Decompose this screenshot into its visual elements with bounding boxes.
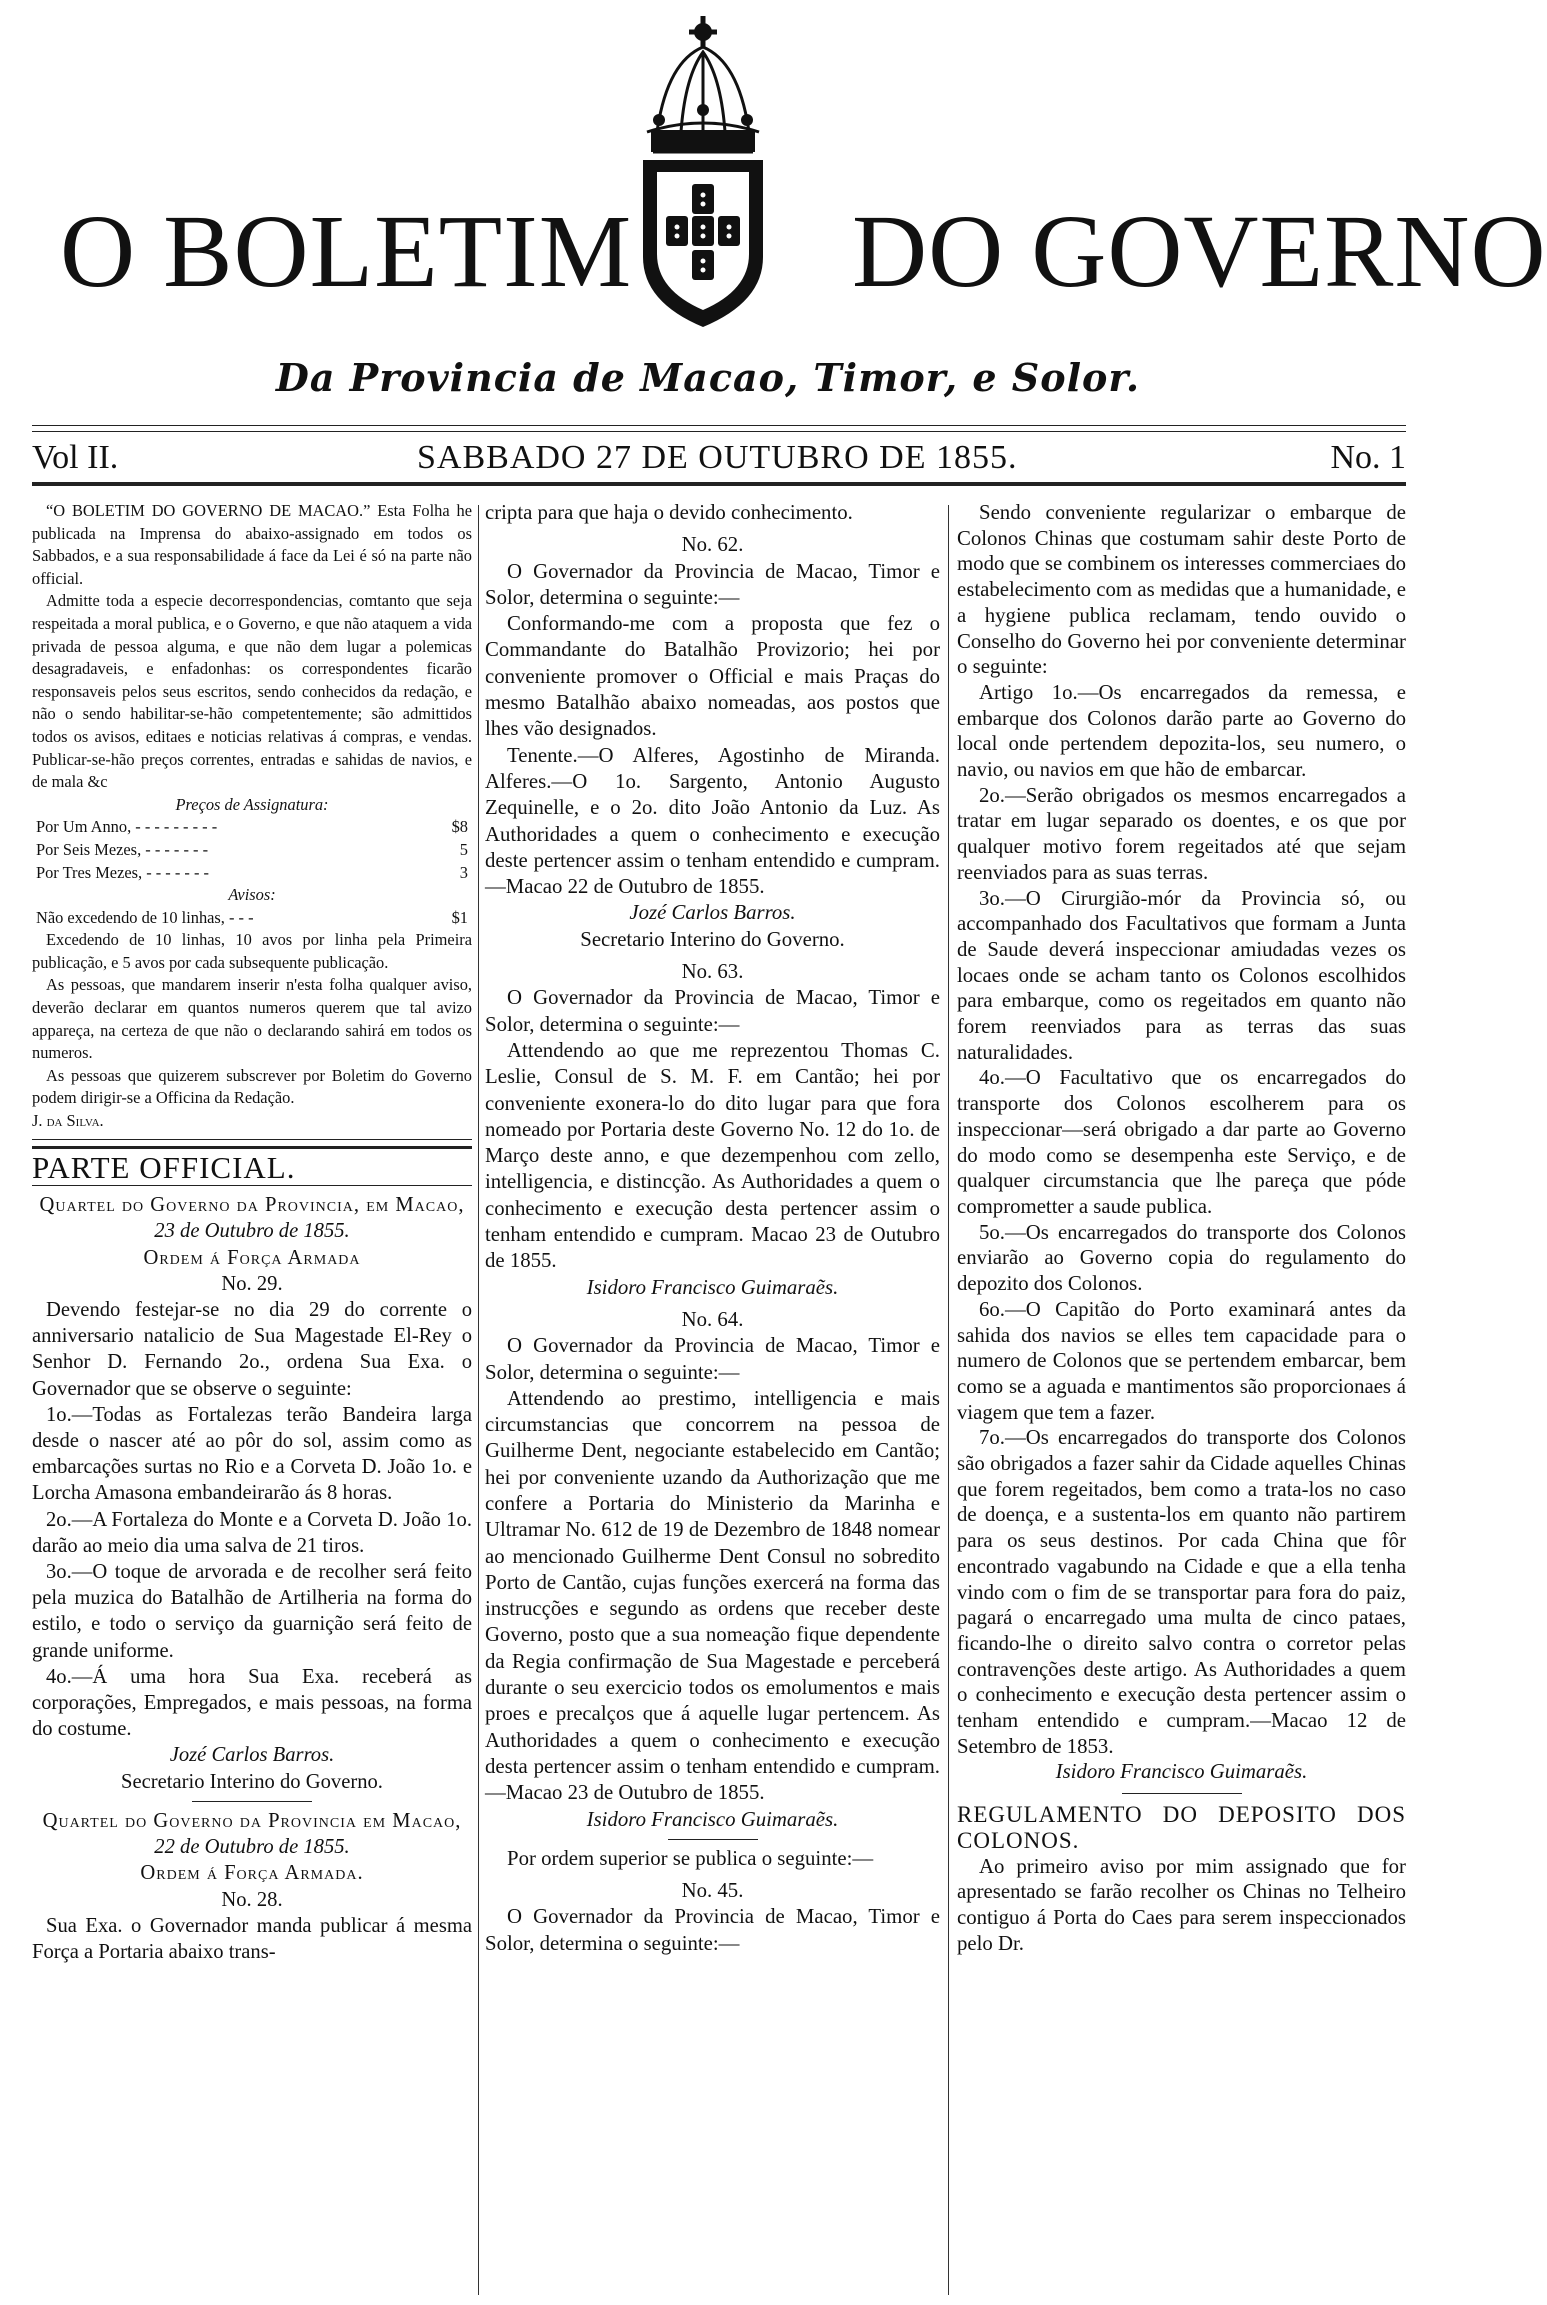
- order-29-heading: Quartel do Governo da Provincia, em Macao,: [39, 1194, 465, 1217]
- intro-paragraph: “O BOLETIM DO GOVERNO DE MACAO.” Esta Folha he publicada na Imprensa do abaixo-assignado em todos os Sabbados, e a sua responsabilidade á face da Lei é só na parte não official.: [32, 501, 472, 588]
- decree-45-number: No. 45.: [681, 1879, 744, 1903]
- dateline: [32, 438, 1406, 478]
- avisos-heading: Avisos:: [228, 885, 276, 905]
- decree-45-intro: O Governador da Provincia de Macao, Timor e Solor, determina o seguinte:—: [485, 1905, 940, 1955]
- colonos-article: Artigo 1o.—Os encarregados da remessa, e embarque dos Colonos darão parte ao Governo do local onde pertendem depozita-los, seu numero, o navio, ou navios em que hão de embarcar.: [957, 680, 1406, 782]
- price-label: Por Tres Mezes, - - - - - - -: [36, 862, 209, 882]
- order-29-item: 4o.—Á uma hora Sua Exa. receberá as corporações, Empregados, e mais pessoas, na forma do costume.: [32, 1665, 472, 1741]
- column-divider-2: [948, 505, 949, 2295]
- masthead-rule-bottom: [32, 482, 1406, 486]
- colonos-article: 3o.—O Cirurgião-mór da Provincia só, ou accompanhado dos Facultativos que formam a Junta de Saude deverá inspeccionar amiudadas vezes os locaes onde se acham tanto os Colonos escolhidos para embarque, como os regeitados em quanto não forem reenviados para as terras das suas naturalidades.: [957, 886, 1406, 1064]
- aviso-label: Não excedendo de 10 linhas, - - -: [36, 907, 254, 927]
- colonos-article: 7o.—Os encarregados do transporte dos Colonos são obrigados a fazer sahir da Cidade aquelles Chinas que forem regeitados, bem como a trata-los no caso de doença, e a sustenta-los em quanto não partirem para os seus destinos. Por cada China que fôr encontrado vagabundo na Cidade e que a ella tenha vindo com o fim de se transportar para fora do paiz, pagará o encarregado uma multa de cinco pataes, ficando-lhe o direito salvo contra o corretor pelas contravenções deste artigo. As Authoridades a quem o conhecimento e execução desta pertencer assim o tenham entendido e cumpram.—Macao 12 de Setembro de 1853.: [957, 1426, 1406, 1758]
- column-divider-1: [478, 505, 479, 2295]
- order-28-date: 22 de Outubro de 1855.: [154, 1836, 350, 1859]
- prices-heading: Preços de Assignatura:: [175, 794, 329, 814]
- price-value: 5: [459, 839, 468, 859]
- order-29-date: 23 de Outubro de 1855.: [154, 1220, 350, 1243]
- decree-64-intro: O Governador da Provincia de Macao, Timor e Solor, determina o seguinte:—: [485, 1334, 940, 1384]
- issue-date: SABBADO 27 DE OUTUBRO DE 1855.: [417, 439, 1018, 476]
- price-row: [32, 839, 472, 862]
- order-29-item: 2o.—A Fortaleza do Monte e a Corveta D. João 1o. darão ao meio dia uma salva de 21 tiros.: [32, 1508, 472, 1557]
- section-rule-2: [32, 1185, 472, 1186]
- colonos-intro: Sendo conveniente regularizar o embarque de Colonos Chinas que costumam sahir deste Porto de modo que se combinem os interesses commerciaes do estabelecimento com as medidas que a humanidade, e a hygiene publica reclamam, tendo ouvido o Conselho do Governo hei por conveniente determinar o seguinte:: [957, 501, 1406, 679]
- order-29-title: Ordem á Força Armada: [143, 1246, 361, 1269]
- masthead-rule-top-2: [32, 431, 1406, 432]
- superior-order-line: Por ordem superior se publica o seguinte:—: [507, 1846, 874, 1870]
- insertion-paragraph: As pessoas, que mandarem inserir n'esta folha qualquer aviso, deverão declarar em quantos numeros querem que tal avizo appareça, na certeza de que não o declarando sahirá em todos os numeros.: [32, 975, 472, 1063]
- decree-62-intro: O Governador da Provincia de Macao, Timor e Solor, determina o seguinte:—: [485, 559, 940, 609]
- price-value: 3: [459, 862, 468, 882]
- column-3: [957, 500, 1406, 2300]
- column-2: [485, 500, 940, 2300]
- price-row: [32, 862, 472, 885]
- continuation-text: cripta para que haja o devido conhecimento.: [485, 501, 853, 524]
- section-rule-thick: [32, 1146, 472, 1149]
- order-separator: [192, 1801, 312, 1802]
- decree-64-signature: Isidoro Francisco Guimaraẽs.: [586, 1807, 839, 1831]
- decree-62-signature-title: Secretario Interino do Governo.: [580, 927, 845, 951]
- subscribe-paragraph: As pessoas que quizerem subscrever por Boletim do Governo podem dirigir-se a Officina da Redação.: [32, 1065, 472, 1108]
- regulation-title: REGULAMENTO DO DEPOSITO DOS COLONOS.: [957, 1802, 1406, 1853]
- decree-62-signature: Jozé Carlos Barros.: [629, 901, 796, 925]
- section-title: PARTE OFFICIAL.: [32, 1149, 296, 1185]
- order-29-paragraph: Devendo festejar-se no dia 29 do corrente o anniversario natalicio de Sua Magestade El-Rey o Senhor D. Fernando 2o., ordena Sua Exa. o Governador que se observe o seguinte:: [32, 1299, 472, 1400]
- decree-63-signature: Isidoro Francisco Guimaraẽs.: [586, 1275, 839, 1299]
- masthead-rule-top: [32, 425, 1406, 426]
- correspondence-paragraph: Admitte toda a especie decorrespondencias, comtanto que seja respeitada a moral publica, e o Governo, e que não ataquem a vida privada de pessoa alguma, e que não dem lugar a polemicas desagradaveis, e enfadonhas: os correspondentes ficarão responsaveis pelos seus escritos, sendo conhecidos da redação, e não o sendo habilitar-se-hão competentemente; são admittidos todos os avisos, editaes e noticias relativas á compras, e vendas. Publicar-se-hão preços correntes, entradas e sahidas de navios, e de mala &c: [32, 591, 472, 792]
- decree-64-number: No. 64.: [681, 1307, 744, 1331]
- colonos-article: 6o.—O Capitão do Porto examinará antes da sahida dos navios se elles tem capacidade para o numero de Colonos que se pertendem embarcar, bem como se a aguada e mantimentos são proporcionaes á viagem que tem a fazer.: [957, 1297, 1406, 1424]
- decree-63-number: No. 63.: [681, 960, 744, 984]
- royal-coat-of-arms-icon: [577, 2, 829, 342]
- issue-number: No. 1: [1330, 439, 1406, 476]
- colonos-article: 2o.—Serão obrigados os mesmos encarregados a tratar em lugar separado os doentes, e os que por qualquer motivo forem regeitados até que sejam reenviados para as suas terras.: [957, 783, 1406, 884]
- price-label: Por Seis Mezes, - - - - - - -: [36, 839, 209, 859]
- decree-separator: [668, 1839, 758, 1840]
- order-29-item: 1o.—Todas as Fortalezas terão Bandeira larga desde o nascer até ao pôr do sol, assim como as embarcações surtas no Rio e a Corveta D. João 1o. e Lorcha Amasona embandeirarão ás 8 horas.: [32, 1403, 472, 1505]
- decree-63-intro: O Governador da Provincia de Macao, Timor e Solor, determina o seguinte:—: [485, 986, 940, 1036]
- order-28-heading: Quartel do Governo da Provincia em Macao,: [42, 1809, 462, 1832]
- order-28-title: Ordem á Força Armada.: [140, 1862, 364, 1885]
- aviso-row: [32, 907, 472, 930]
- decree-62-body: Conformando-me com a proposta que fez o Commandante do Batalhão Provizorio; hei por conveniente promover o Official e mais Praças do mesmo Batalhão abaixo nomeadas, aos postos que lhes vão designados.: [485, 612, 940, 741]
- price-value: $8: [451, 817, 468, 837]
- order-28-number: No. 28.: [221, 1888, 283, 1911]
- price-row: [32, 816, 472, 839]
- column-1: [32, 500, 472, 2300]
- colonos-signature: Isidoro Francisco Guimaraẽs.: [1055, 1760, 1308, 1784]
- regulation-separator: [1122, 1793, 1242, 1794]
- order-29-signature: Jozé Carlos Barros.: [169, 1744, 335, 1767]
- colonos-article: 5o.—Os encarregados do transporte dos Colonos enviarão ao Governo copia do regulamento do depozito dos Colonos.: [957, 1220, 1406, 1296]
- editor-signature: J. da Silva.: [32, 1111, 104, 1131]
- order-29-signature-title: Secretario Interino do Governo.: [121, 1770, 383, 1793]
- title-right: DO GOVERNO: [852, 194, 1547, 309]
- volume: Vol II.: [32, 439, 119, 476]
- rates-paragraph: Excedendo de 10 linhas, 10 avos por linha pela Primeira publicação, e 5 avos por cada subsequente publicação.: [32, 930, 472, 972]
- title-left: O BOLETIM: [60, 194, 633, 309]
- order-29-item: 3o.—O toque de arvorada e de recolher será feito pela muzica do Batalhão de Artilheria na forma do estilo, e todo o serviço da guarnição será feito de grande uniforme.: [32, 1561, 472, 1662]
- colonos-article: 4o.—O Facultativo que os encarregados do transporte dos Colonos escolherem para os inspeccionar—será obrigado a dar parte ao Governo do modo como se desempenha este Serviço, e de qualquer circumstancia que lhe pareça que póde comprometter a saude publica.: [957, 1066, 1406, 1218]
- section-rule: [32, 1139, 472, 1140]
- order-29-number: No. 29.: [221, 1272, 283, 1295]
- masthead-subtitle: Da Provincia de Macao, Timor, e Solor.: [275, 355, 1141, 400]
- aviso-value: $1: [451, 907, 468, 927]
- decree-62-body: Tenente.—O Alferes, Agostinho de Miranda. Alferes.—O 1o. Sargento, Antonio Augusto Zequinelle, e o 2o. dito João Antonio da Luz. As Authoridades a quem o conhecimento e execução deste pertencer assim o tenham entendido e cumpram.—Macao 22 de Outubro de 1855.: [485, 743, 940, 899]
- order-28-paragraph: Sua Exa. o Governador manda publicar á mesma Força a Portaria abaixo trans-: [32, 1914, 472, 1963]
- decree-62-number: No. 62.: [681, 533, 744, 557]
- decree-63-body: Attendendo ao que me reprezentou Thomas C. Leslie, Consul de S. M. F. em Cantão; hei por conveniente exonera-lo do dito lugar para que fora nomeado por Portaria deste Governo No. 12 do 1o. de Março deste anno, e que dezempenhou com zello, intelligencia, e distincção. As Authoridades a quem o conhecimento e execução desta pertencer assim o tenham entendido e cumpram. Macao 23 de Outubro de 1855.: [485, 1038, 940, 1273]
- decree-64-body: Attendendo ao prestimo, intelligencia e mais circumstancias que concorrem na pessoa de Guilherme Dent, negociante estabelecido em Cantão; hei por conveniente uzando da Authorização que me confere a Portaria do Ministerio da Marinha e Ultramar No. 612 de 19 de Dezembro de 1848 nomear ao mencionado Guilherme Dent Consul no sobredito Porto de Cantão, cujas funções exercerá na forma das instrucções e segundo as ordens que receber deste Governo, posto que a sua nomeação fique dependente da Regia confirmação de Sua Magestade e perceberá durante o seu exercicio todos os emolumentos e mais proes e precalços que á aquelle lugar pertencem. As Authoridades a quem o conhecimento e execução desta pertencer assim o tenham entendido e cumpram.—Macao 23 de Outubro de 1855.: [485, 1386, 940, 1805]
- price-label: Por Um Anno, - - - - - - - - -: [36, 817, 218, 837]
- order-29-block: [32, 1192, 472, 1965]
- regulation-paragraph: Ao primeiro aviso por mim assignado que for apresentado se farão recolher os Chinas no Telheiro contiguo á Porta do Caes para serem inspeccionados pelo Dr.: [957, 1854, 1406, 1955]
